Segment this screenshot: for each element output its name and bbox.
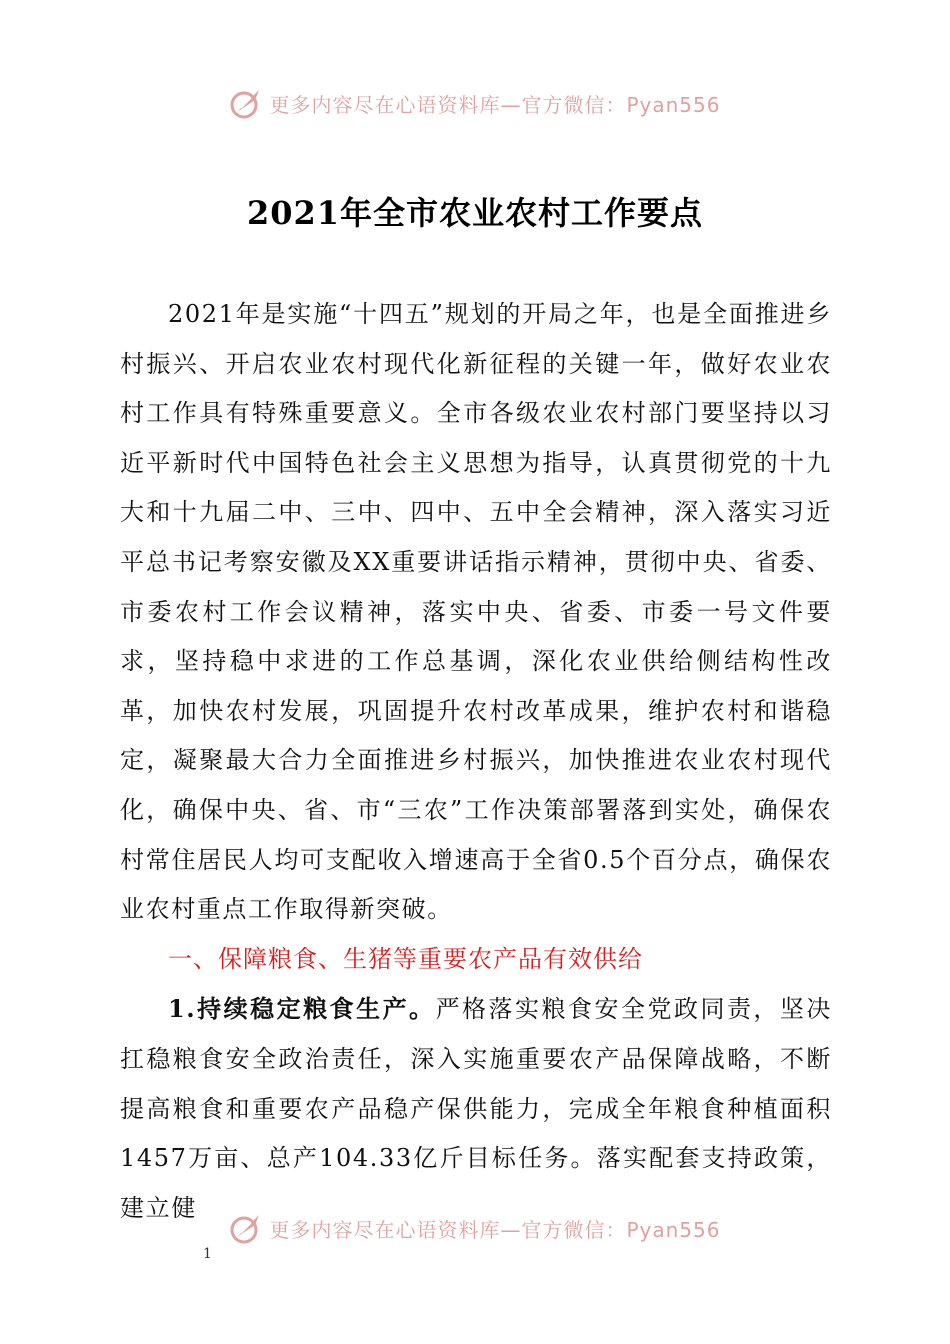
document-title: 2021年全市农业农村工作要点 [246, 194, 704, 232]
item-paragraph [120, 984, 832, 1233]
watermark-text: 更多内容尽在心语资料库—官方微信：Pyan556 [269, 92, 721, 117]
item-lead: 1.持续稳定粮食生产。 [168, 994, 436, 1024]
quill-logo-icon [229, 1211, 263, 1245]
watermark-text: 更多内容尽在心语资料库—官方微信：Pyan556 [269, 1217, 721, 1242]
document-body [120, 290, 832, 1233]
item-text: 严格落实粮食安全党政同责，坚决扛稳粮食安全政治责任，深入实施重要农产品保障战略，不断提高粮食和重要农产品稳产保供能力，完成全年粮食种植面积1457万亩、总产104.33亿斤目标任务。落实配套支持政策，建立健 [120, 995, 833, 1222]
page-number: 1 [203, 1246, 212, 1262]
intro-paragraph: 2021年是实施“十四五”规划的开局之年，也是全面推进乡村振兴、开启农业农村现代化新征程的关键一年，做好农业农村工作具有特殊重要意义。全市各级农业农村部门要坚持以习近平新时代中国特色社会主义思想为指导，认真贯彻党的十九大和十九届二中、三中、四中、五中全会精神，深入落实习近平总书记考察安徽及XX重要讲话指示精神，贯彻中央、省委、市委农村工作会议精神，落实中央、省委、市委一号文件要求，坚持稳中求进的工作总基调，深化农业供给侧结构性改革，加快农村发展，巩固提升农村改革成果，维护农村和谐稳定，凝聚最大合力全面推进乡村振兴，加快推进农业农村现代化，确保中央、省、市“三农”工作决策部署落到实处，确保农村常住居民人均可支配收入增速高于全省0.5个百分点，确保农业农村重点工作取得新突破。 [120, 300, 832, 924]
quill-logo-icon [229, 86, 263, 120]
watermark-banner-top [0, 83, 950, 123]
section-heading: 一、保障粮食、生猪等重要农产品有效供给 [168, 944, 643, 973]
watermark-banner-bottom [0, 1208, 950, 1248]
